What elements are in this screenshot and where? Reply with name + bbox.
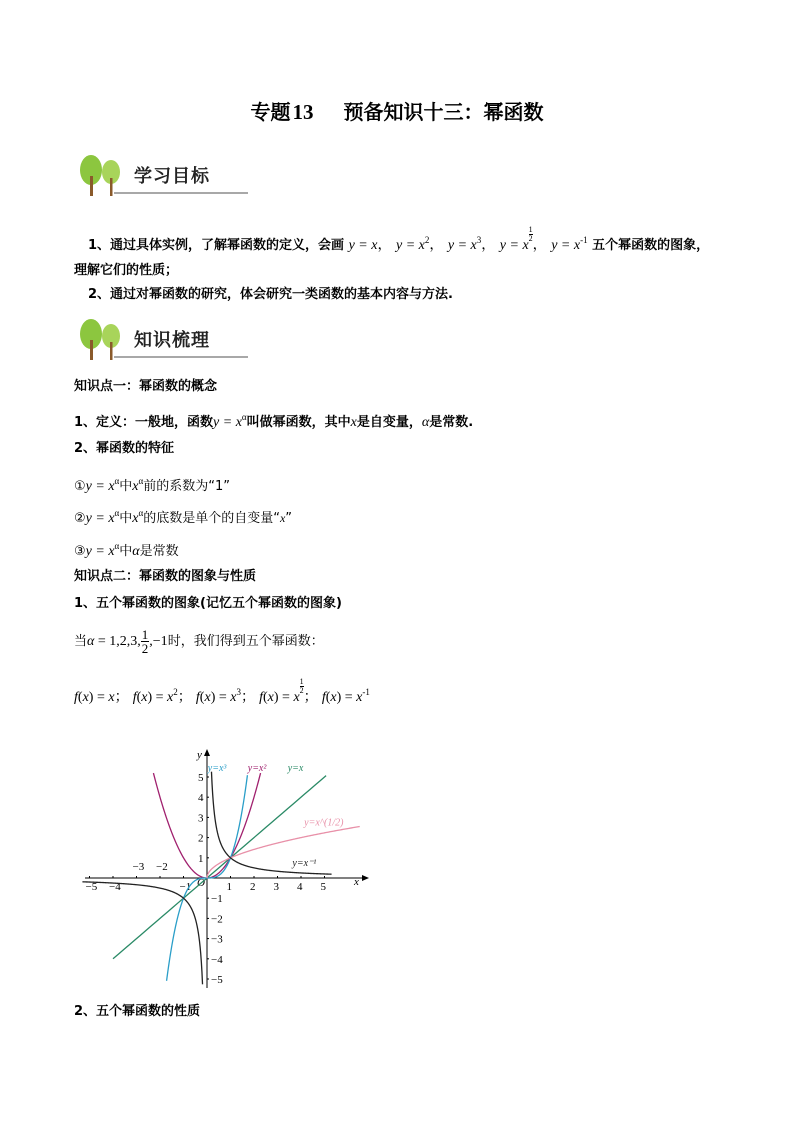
formula: $y = x^{-1}$ [551,235,588,253]
x-tick-label: −4 [109,881,121,893]
feature-marker: ③ [74,544,86,559]
series-label: y=x^(1/2) [304,817,344,829]
goal-1: 1、通过具体实例，了解幂函数的定义，会画 y = x， $y = x^2$， $y = x^3$， y = x $\frac{1}{2}$， $y = x^{-1}$ 五个幂函数的图象， [88,225,710,253]
x-axis-label: x [354,876,359,888]
goal-2: 2、通过对幂函数的研究，体会研究一类函数的基本内容与方法. [88,287,453,302]
series-line [207,827,360,879]
feature-2: ②y = $x^\alpha$中$x^\alpha$的底数是单个的自变量“x” [74,508,293,526]
section-banner-knowledge [78,316,248,362]
x-tick-label: 3 [273,881,279,893]
text: 当 [74,634,88,649]
def-text-a: 1、定义：一般地，函数 [74,415,214,430]
goal-1-cont: 理解它们的性质； [74,263,179,278]
feature-text: ” [285,511,293,526]
title-prefix: 专题 [250,100,291,124]
x-axis-arrow [362,875,369,881]
y-tick-label: 4 [198,792,204,805]
k1-features-heading: 2、幂函数的特征 [74,441,175,456]
divider [114,192,248,194]
feature-marker: ② [74,511,86,526]
section-banner-goals [78,152,248,198]
formula: y = x [348,238,378,253]
feature-marker: ① [74,479,86,494]
feature-text: 中 [119,479,133,494]
series-label: y=x [287,762,304,774]
title-main: 预备知识十三：幂函数 [343,100,544,124]
feature-text: 的底数是单个的自变量“ [143,511,280,526]
k2-sub2: 2、五个幂函数的性质 [74,1004,201,1019]
y-tick-label: −3 [211,933,223,946]
section-title-knowledge: 知识梳理 [134,330,210,351]
x-tick-label: −2 [156,861,168,873]
feature-text: 中 [119,511,133,526]
def-text-b: 叫做幂函数，其中 [246,415,351,430]
y-tick-label: −2 [211,913,223,926]
series-label: y=x⁻¹ [292,857,317,869]
section-title-goals: 学习目标 [134,166,210,187]
y-tick-label: 3 [198,812,204,825]
k2-sub1: 1、五个幂函数的图象(记忆五个幂函数的图象) [74,596,342,611]
x-tick-label: 5 [320,881,326,893]
goal-1-text-b: 五个幂函数的图象， [592,238,710,253]
title-number: 13 [292,100,314,124]
divider [114,356,248,358]
k2-heading: 知识点二：幂函数的图象与性质 [74,569,257,584]
alpha-tail: ,−1 [149,634,168,649]
series-label: y=x² [247,762,267,774]
goal-1-text-a: 1、通过具体实例，了解幂函数的定义，会画 [88,238,345,253]
def-text-c: 是自变量， [356,415,422,430]
formula: y = x $\frac{1}{2}$ [499,225,533,253]
alpha-list: 1,2,3, [109,634,141,649]
y-tick-label: 1 [198,852,204,865]
x-tick-label: 4 [297,881,303,893]
def-text-d: 是常数. [429,415,474,430]
k1-definition: 1、定义：一般地，函数$y = x^\alpha$叫做幂函数，其中x是自变量，α是常数. [74,412,474,430]
formula: $y = x^2$ [395,235,430,253]
y-axis-arrow [204,749,210,756]
x-tick-label: −5 [85,881,98,893]
text: 时，我们得到五个幂函数： [167,634,324,649]
x-tick-label: −3 [132,861,145,873]
series-label: y=x³ [207,762,227,774]
power-function-graph [80,740,380,990]
function-list: f(x) = x； $f(x) = x^2$； $f(x) = x^3$； f(x) = x $\frac{1}{2}$； $f(x) = x^{-1}$ [74,677,370,705]
formula: $y = x^3$ [447,235,482,253]
y-tick-label: −4 [211,953,223,966]
feature-1: ①y = $x^\alpha$中$x^\alpha$前的系数为“1” [74,476,230,494]
y-tick-label: −1 [211,893,223,906]
feature-text: 是常数 [139,544,179,559]
x-tick-label: −1 [179,881,192,893]
feature-text: 中 [119,544,133,559]
y-tick-label: 2 [198,832,204,845]
y-tick-label: −5 [211,974,223,986]
feature-text: 前的系数为“1” [143,479,230,494]
y-axis-label: y [197,749,202,761]
x-tick-label: 2 [250,881,256,893]
y-tick-label: 5 [198,772,204,784]
k1-heading: 知识点一：幂函数的概念 [74,379,218,394]
feature-3: ③y = $x^\alpha$中α是常数 [74,541,179,559]
x-tick-label: 1 [226,881,232,893]
page-title [0,96,794,125]
alpha-values: 当α = 1,2,3, $\frac{1}{2}$ ,−1时，我们得到五个幂函数： [74,627,324,656]
origin-label: O [197,877,205,889]
